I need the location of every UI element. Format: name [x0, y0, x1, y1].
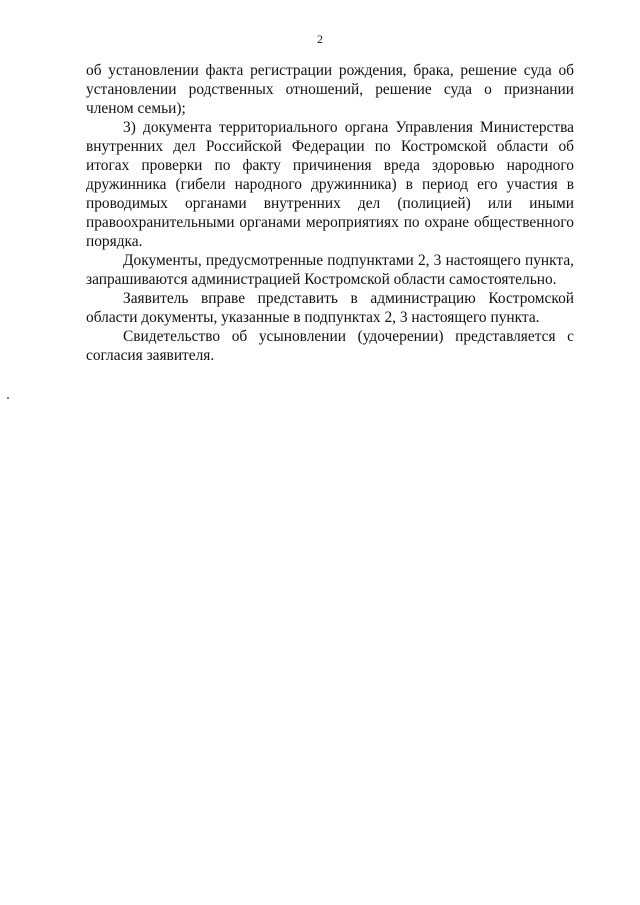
paragraph-4: Заявитель вправе представить в администрацию Костромской области документы, указанные в подпунктах 2, 3 настоящего пункта.	[86, 290, 574, 326]
paragraph-3: Документы, предусмотренные подпунктами 2, 3 настоящего пункта, запрашиваются администрацией Костромской области самостоятельно.	[86, 252, 574, 288]
body-text	[86, 61, 574, 365]
paragraph-1: об установлении факта регистрации рождения, брака, решение суда об установлении родственных отношений, решение суда о признании членом семьи);	[86, 62, 574, 117]
scan-speck	[7, 397, 9, 399]
page-number: 2	[317, 32, 323, 46]
paragraph-2: 3) документа территориального органа Управления Министерства внутренних дел Российской Федерации по Костромской области об итогах проверки по факту причинения вреда здоровью народного дружинника (гибели народного дружинника) в период его участия в проводимых органами внутренних дел (полицией) или иными правоохранительными органами мероприятиях по охране общественного порядка.	[86, 119, 574, 250]
paragraph-5: Свидетельство об усыновлении (удочерении) представляется с согласия заявителя.	[86, 328, 574, 364]
